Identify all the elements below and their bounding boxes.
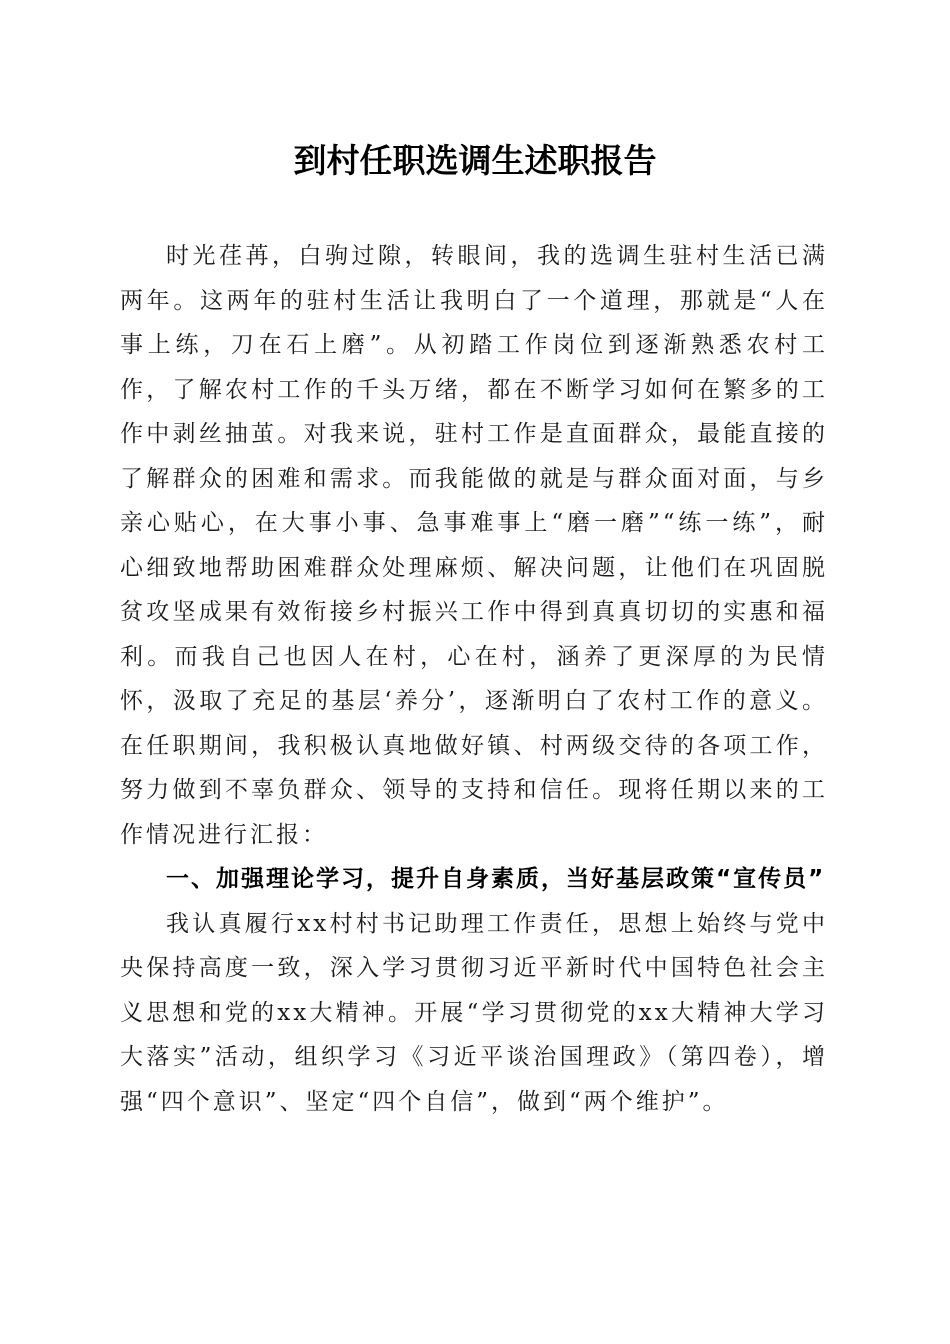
section-heading: 一、加强理论学习，提升自身素质，当好基层政策“宣传员”: [166, 866, 826, 892]
section-paragraph: 我认真履行xx村村书记助理工作责任，思想上始终与党中央保持高度一致，深入学习贯彻习近平新时代中国特色社会主义思想和党的xx大精神。开展“学习贯彻党的xx大精神大学习大落实”活动，组织学习《习近平谈治国理政》（第四卷），增强“四个意识”、坚定“四个自信”，做到“两个维护”。: [120, 910, 828, 1115]
intro-paragraph: 时光荏苒，白驹过隙，转眼间，我的选调生驻村生活已满两年。这两年的驻村生活让我明白了一个道理，那就是“人在事上练，刀在石上磨”。从初踏工作岗位到逐渐熟悉农村工作，了解农村工作的千头万绪，都在不断学习如何在繁多的工作中剥丝抽茧。对我来说，驻村工作是直面群众，最能直接的了解群众的困难和需求。而我能做的就是与群众面对面，与乡亲心贴心，在大事小事、急事难事上“磨一磨”“练一练”，耐心细致地帮助困难群众处理麻烦、解决问题，让他们在巩固脱贫攻坚成果有效衔接乡村振兴工作中得到真真切切的实惠和福利。而我自己也因人在村，心在村，涵养了更深厚的为民情怀，汲取了充足的基层‘养分’，逐渐明白了农村工作的意义。在任职期间，我积极认真地做好镇、村两级交待的各项工作，努力做到不辜负群众、领导的支持和信任。现将任期以来的工作情况进行汇报：: [120, 243, 828, 848]
document-title: 到村任职选调生述职报告: [293, 141, 657, 180]
document-body: [120, 234, 828, 1124]
